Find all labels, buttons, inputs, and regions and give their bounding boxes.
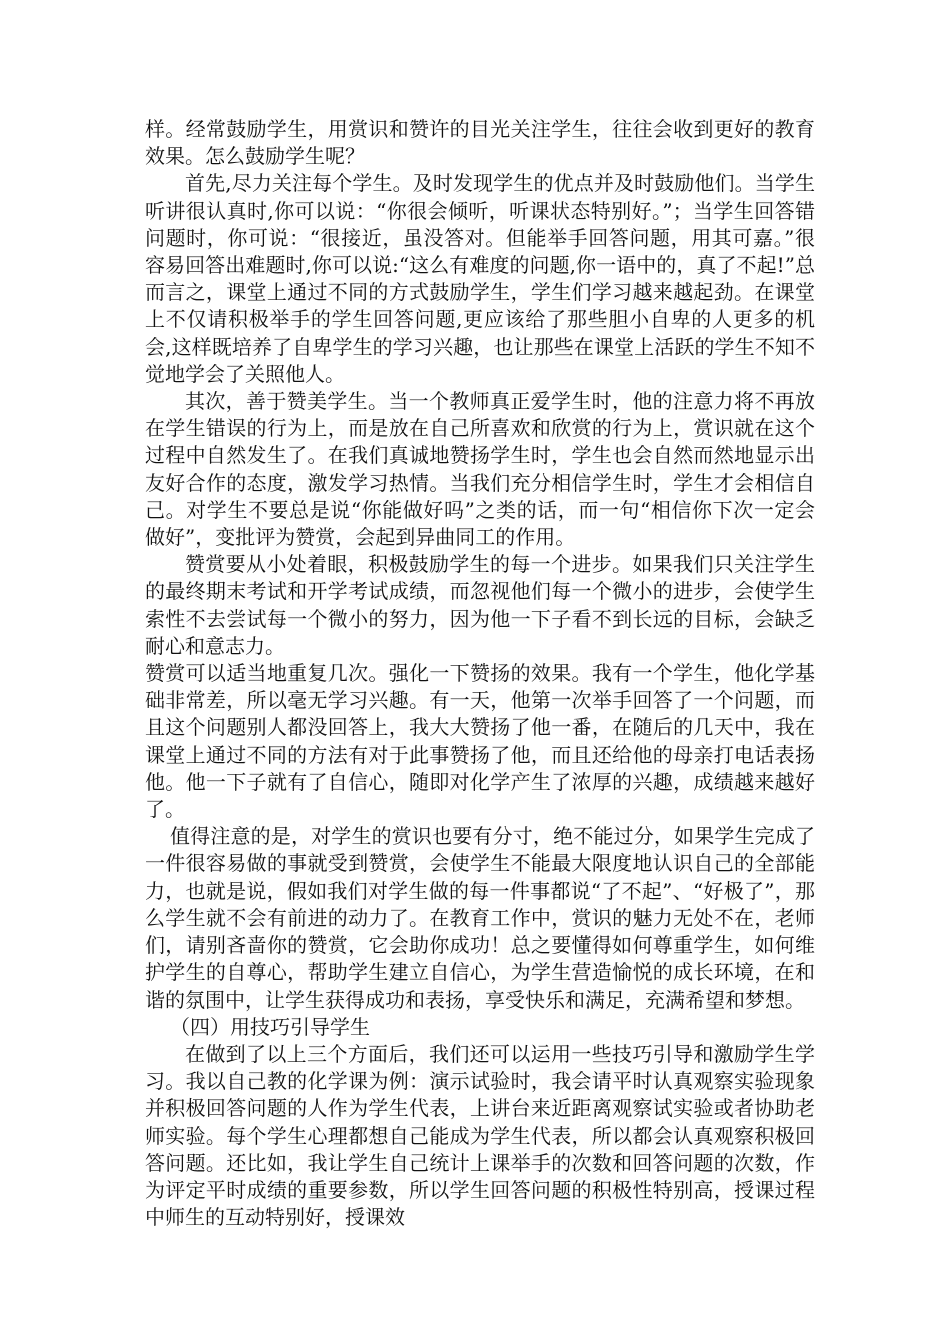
paragraph-techniques: 在做到了以上三个方面后，我们还可以运用一些技巧引导和激励学生学习。我以自己教的化学课为例：演示试验时，我会请平时认真观察实验现象并积极回答问题的人作为学生代表，上讲台来近距离观察试实验或者协助老师实验。每个学生心理都想自己能成为学生代表，所以都会认真观察积极回答问题。还比如，我让学生自己统计上课举手的次数和回答问题的次数，作为评定平时成绩的重要参数，所以学生回答问题的积极性特别高，授课过程中师生的互动特别好，授课效 [145, 1041, 815, 1230]
paragraph-intro-continuation: 样。经常鼓励学生，用赏识和赞许的目光关注学生，往往会收到更好的教育效果。怎么鼓励学生呢？ [145, 117, 815, 169]
paragraph-small-progress: 赞赏要从小处着眼，积极鼓励学生的每一个进步。如果我们只关注学生的最终期末考试和开学考试成绩，而忽视他们每一个微小的进步，会使学生索性不去尝试每一个微小的努力，因为他一下子看不到长远的目标，会缺乏耐心和意志力。 [145, 552, 815, 658]
paragraph-attention-each-student: 首先,尽力关注每个学生。及时发现学生的优点并及时鼓励他们。当学生听讲很认真时,你可以说：“你很会倾听，听课状态特别好。”；当学生回答错问题时，你可说：“很接近，虽没答对。但能举手回答问题，用其可嘉。”很容易回答出难题时,你可以说:“这么有难度的问题,你一语中的，真了不起!”总而言之，课堂上通过不同的方式鼓励学生，学生们学习越来越起劲。在课堂上不仅请积极举手的学生回答问题,更应该给了那些胆小自卑的人更多的机会,这样既培养了自卑学生的学习兴趣，也让那些在课堂上活跃的学生不知不觉地学会了关照他人。 [145, 171, 815, 386]
paragraph-measured-praise: 值得注意的是，对学生的赏识也要有分寸，绝不能过分，如果学生完成了一件很容易做的事就受到赞赏，会使学生不能最大限度地认识自己的全部能力，也就是说，假如我们对学生做的每一件事都说“了不起”、“好极了”，那么学生就不会有前进的动力了。在教育工作中，赏识的魅力无处不在，老师们，请别吝啬你的赞赏，它会助你成功！总之要懂得如何尊重学生，如何维护学生的自尊心，帮助学生建立自信心，为学生营造愉悦的成长环境，在和谐的氛围中，让学生获得成功和表扬，享受快乐和满足，充满希望和梦想。 [145, 824, 815, 1012]
section-heading-techniques: （四）用技巧引导学生 [170, 1014, 370, 1039]
paragraph-praise-students: 其次，善于赞美学生。当一个教师真正爱学生时，他的注意力将不再放在学生错误的行为上，而是放在自己所喜欢和欣赏的行为上，赏识就在这个过程中自然发生了。在我们真诚地赞扬学生时，学生也会自然而然地显示出友好合作的态度，激发学习热情。当我们充分相信学生时，学生才会相信自己。对学生不要总是说“你能做好吗”之类的话，而一句“相信你下次一定会做好”，变批评为赞赏，会起到异曲同工的作用。 [145, 389, 815, 550]
document-page [145, 116, 815, 1231]
paragraph-repeat-praise: 赞赏可以适当地重复几次。强化一下赞扬的效果。我有一个学生，他化学基础非常差，所以毫无学习兴趣。有一天，他第一次举手回答了一个问题，而且这个问题别人都没回答上，我大大赞扬了他一番，在随后的几天中，我在课堂上通过不同的方法有对于此事赞扬了他，而且还给他的母亲打电话表扬他。他一下子就有了自信心，随即对化学产生了浓厚的兴趣，成绩越来越好了。 [145, 661, 815, 822]
